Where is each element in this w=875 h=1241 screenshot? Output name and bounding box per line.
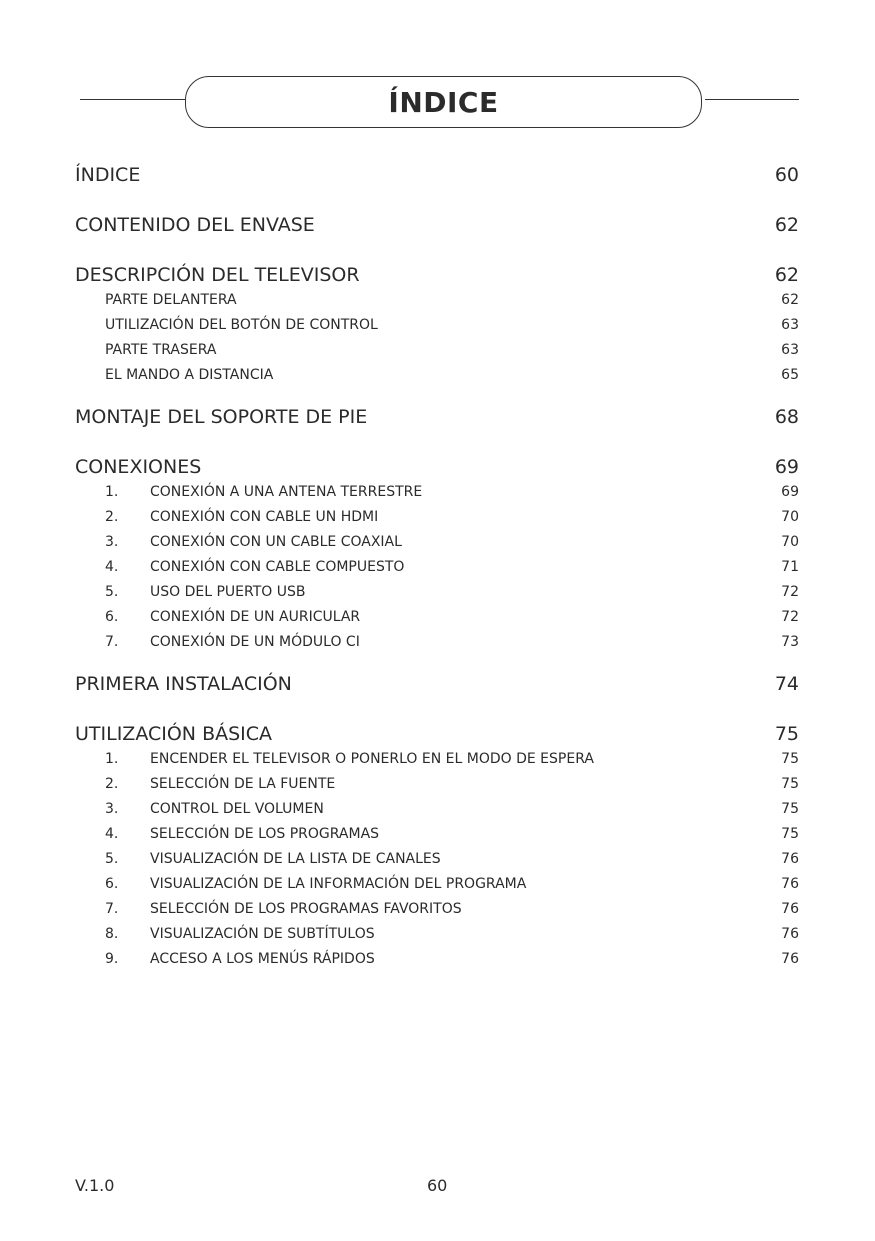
toc-entry-page: 75 [781, 751, 799, 767]
toc-entry-number: 1. [105, 484, 119, 500]
toc-entry-page: 63 [781, 317, 799, 333]
toc-entry-number: 7. [105, 634, 119, 650]
toc-subentry [75, 507, 799, 527]
toc-subentry [75, 774, 799, 794]
toc-entry-page: 63 [781, 342, 799, 358]
toc-entry-number: 2. [105, 509, 119, 525]
toc-subentry [75, 632, 799, 652]
toc-subentry [75, 607, 799, 627]
toc-entry-title: PARTE DELANTERA [105, 292, 237, 308]
toc-entry-title: ACCESO A LOS MENÚS RÁPIDOS [150, 951, 375, 967]
toc-entry-page: 76 [781, 901, 799, 917]
toc-entry-page: 75 [781, 826, 799, 842]
toc-entry-title: CONEXIÓN CON CABLE UN HDMI [150, 509, 379, 525]
toc-entry-page: 70 [781, 509, 799, 525]
toc-entry-title: ENCENDER EL TELEVISOR O PONERLO EN EL MODO DE ESPERA [150, 751, 594, 767]
toc-subentry [75, 582, 799, 602]
toc-subentry [75, 924, 799, 944]
toc-entry-title: VISUALIZACIÓN DE LA INFORMACIÓN DEL PROGRAMA [150, 876, 527, 892]
toc-entry-title: CONTENIDO DEL ENVASE [75, 214, 315, 236]
toc-subentry [75, 874, 799, 894]
toc-entry-page: 60 [774, 164, 799, 186]
toc-subentry [75, 482, 799, 502]
toc-entry-page: 74 [774, 673, 799, 695]
toc-subentry [75, 949, 799, 969]
toc-subentry [75, 799, 799, 819]
toc-entry [75, 212, 799, 238]
toc-entry-page: 76 [781, 951, 799, 967]
toc-subentry [75, 749, 799, 769]
toc-entry-page: 72 [781, 584, 799, 600]
toc-entry-title: USO DEL PUERTO USB [150, 584, 306, 600]
toc-subentry [75, 849, 799, 869]
toc-entry-title: UTILIZACIÓN BÁSICA [75, 723, 273, 745]
toc-entry-number: 5. [105, 851, 119, 867]
toc-entry-number: 6. [105, 609, 119, 625]
toc-entry-page: 62 [774, 264, 799, 286]
toc-entry-title: CONEXIÓN DE UN MÓDULO CI [150, 634, 360, 650]
footer-version: V.1.0 [75, 1176, 115, 1195]
toc-subentry [75, 557, 799, 577]
toc-entry-title: DESCRIPCIÓN DEL TELEVISOR [75, 264, 360, 286]
toc-entry-title: CONEXIÓN CON UN CABLE COAXIAL [150, 534, 402, 550]
toc-entry-page: 76 [781, 876, 799, 892]
toc-entry-page: 68 [774, 406, 799, 428]
page-title: ÍNDICE [185, 76, 702, 128]
toc-entry-title: VISUALIZACIÓN DE SUBTÍTULOS [150, 926, 375, 942]
toc-entry [75, 162, 799, 188]
toc-entry-page: 70 [781, 534, 799, 550]
toc-entry [75, 454, 799, 480]
toc-entry-page: 76 [781, 926, 799, 942]
toc-entry-title: CONEXIONES [75, 456, 202, 478]
toc-entry-title: PRIMERA INSTALACIÓN [75, 673, 292, 695]
toc-entry-page: 76 [781, 851, 799, 867]
toc-entry-number: 9. [105, 951, 119, 967]
toc-entry-page: 75 [781, 801, 799, 817]
toc-entry-title: CONEXIÓN DE UN AURICULAR [150, 609, 361, 625]
toc-entry-number: 3. [105, 801, 119, 817]
toc-entry [75, 404, 799, 430]
toc-subentry [75, 899, 799, 919]
toc-entry-number: 3. [105, 534, 119, 550]
toc-entry-title: SELECCIÓN DE LOS PROGRAMAS [150, 826, 380, 842]
toc-entry [75, 671, 799, 697]
toc-entry-page: 62 [781, 292, 799, 308]
toc-entry-title: UTILIZACIÓN DEL BOTÓN DE CONTROL [105, 317, 378, 333]
toc-entry-page: 73 [781, 634, 799, 650]
toc-entry-number: 2. [105, 776, 119, 792]
toc-entry-title: MONTAJE DEL SOPORTE DE PIE [75, 406, 368, 428]
toc-entry-page: 71 [781, 559, 799, 575]
toc-subentry [75, 365, 799, 385]
toc-entry-page: 69 [781, 484, 799, 500]
toc-entry [75, 721, 799, 747]
header-rule-left [80, 99, 186, 100]
toc-entry-title: CONEXIÓN CON CABLE COMPUESTO [150, 559, 405, 575]
toc-entry-number: 8. [105, 926, 119, 942]
toc-entry-page: 72 [781, 609, 799, 625]
toc-entry-page: 65 [781, 367, 799, 383]
toc-entry-page: 69 [774, 456, 799, 478]
toc-entry-page: 75 [781, 776, 799, 792]
toc-entry-title: VISUALIZACIÓN DE LA LISTA DE CANALES [150, 851, 441, 867]
toc-subentry [75, 340, 799, 360]
toc-entry-title: CONTROL DEL VOLUMEN [150, 801, 324, 817]
toc-entry-page: 75 [774, 723, 799, 745]
toc-subentry [75, 315, 799, 335]
toc-entry-number: 6. [105, 876, 119, 892]
toc-entry-title: SELECCIÓN DE LA FUENTE [150, 776, 336, 792]
toc-entry-number: 7. [105, 901, 119, 917]
toc-entry-number: 5. [105, 584, 119, 600]
toc-entry-title: PARTE TRASERA [105, 342, 217, 358]
header-rule-right [705, 99, 799, 100]
toc-entry-number: 4. [105, 559, 119, 575]
toc-entry-number: 1. [105, 751, 119, 767]
toc-entry-title: ÍNDICE [75, 164, 141, 186]
toc-entry-page: 62 [774, 214, 799, 236]
toc-entry-title: CONEXIÓN A UNA ANTENA TERRESTRE [150, 484, 423, 500]
toc-entry-number: 4. [105, 826, 119, 842]
toc-subentry [75, 532, 799, 552]
toc-subentry [75, 824, 799, 844]
toc-entry-title: SELECCIÓN DE LOS PROGRAMAS FAVORITOS [150, 901, 462, 917]
toc-subentry [75, 290, 799, 310]
footer-page-number: 60 [427, 1176, 448, 1195]
toc-entry [75, 262, 799, 288]
toc-entry-title: EL MANDO A DISTANCIA [105, 367, 274, 383]
